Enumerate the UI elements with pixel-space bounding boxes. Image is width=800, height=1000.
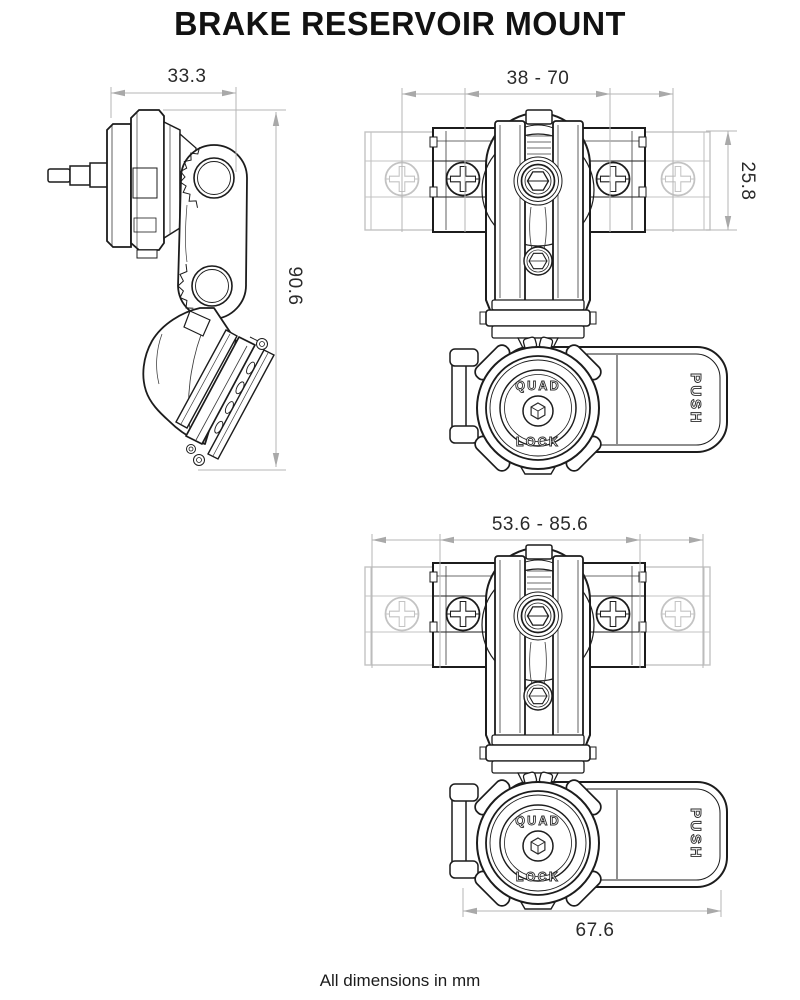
dim-bar-height: 25.8 <box>737 161 758 201</box>
side-view <box>48 66 305 470</box>
dim-head-width: 67.6 <box>575 920 615 941</box>
dim-clamp-range: 38 - 70 <box>506 68 570 89</box>
front-view-top <box>365 68 758 474</box>
dim-overall-range: 53.6 - 85.6 <box>491 514 589 535</box>
front-view-bottom <box>365 514 727 941</box>
dim-side-height: 90.6 <box>284 266 305 306</box>
side-view-drawing <box>48 110 274 466</box>
side-view-head-assembly <box>143 308 274 466</box>
dim-side-width: 33.3 <box>167 66 207 87</box>
footer-note: All dimensions in mm <box>319 971 481 990</box>
page-title: BRAKE RESERVOIR MOUNT <box>174 5 626 42</box>
